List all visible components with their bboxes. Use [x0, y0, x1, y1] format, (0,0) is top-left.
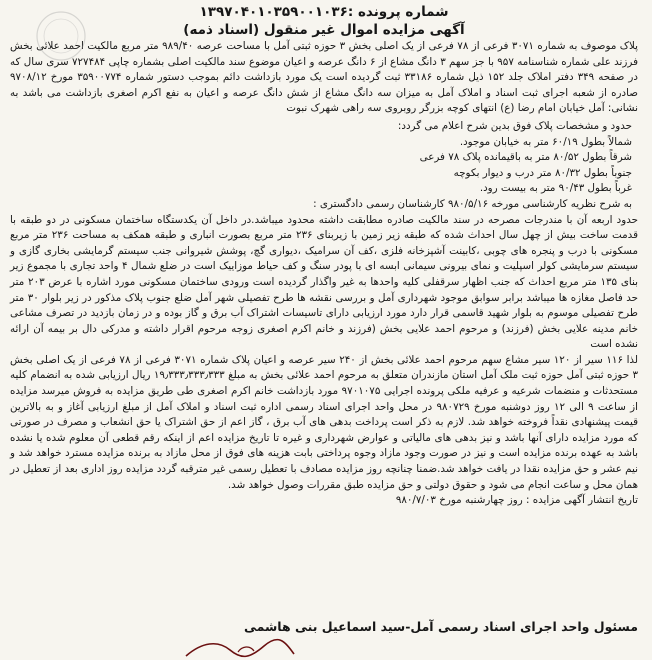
signature-line: مسئول واحد اجرای اسناد رسمی آمل-سید اسماعیل بنی هاشمی [243, 619, 638, 634]
notice-header [10, 4, 638, 39]
boundaries-section [10, 119, 638, 213]
valuation-paragraph: لذا ۱۱۶ سیر از ۱۲۰ سیر مشاع سهم مرحوم احمد علائی بخش از ۲۴۰ سیر عرصه و اعیان پلاک شماره ۳۰۷۱ فرعی از ۷۸ فرعی از یک اصلی بخش ۳ حوزه ثبتی آمل حوزه ثبت ملک آمل استان مازندران متعلق به مرحوم احمد علائی بخش به مبلغ ۱۹٫۳۳۳٫۳۳۳٫۳۳۳ ریال ارزیابی شده به انضمام کلیه مستحدثات و منضمات شرعیه و عرفیه ملکی پرونده اجرایی ۹۷۰۱۰۷۵ مورد بازداشت خانم اکرم اصغری طی طریق مزایده به فروش میرسد مزایده از ساعت ۹ الی ۱۲ روز دوشنبه مورخ ۹۸۰۷۲۹ در محل واحد اجرای اسناد رسمی اداره ثبت اسناد و املاک آمل از مبلغ ارزیابی آغاز و به بالاترین قیمت پیشنهادی نقداً فروخته خواهد شد. لازم به ذکر است پرداخت بدهی های آب برق ، گاز اعم از حق اشتراک یا حق انشعاب و مصرف در صورتی که مورد مزایده دارای آنها باشد و نیز بدهی های مالیاتی و عوارض شهرداری و غیره تا تاریخ مزایده اعم از اینکه رقم قطعی آن معلوم شده یا نشده باشد به عهده برنده مزایده است و نیز در صورت وجود مازاد وجوه پرداختی بابت هزینه های فوق از محل مازاد به برنده مزایده مسترد خواهد شد و نیم عشر و حق مزایده نقدا در یافت خواهد شد.ضمنا چنانچه روز مزایده مصادف با تعطیل رسمی غیر مترقبه گردد مزایده روز اداری بعد از تعطیل در همان محل و ساعت انجام می شود و حقوق دولتی و حق مزایده طبق مقررات وصول خواهد شد. [10, 353, 638, 491]
boundary-north: شمالاً بطول ۶۰/۱۹ متر به خیابان موجود. [459, 135, 632, 148]
publish-date: تاریخ انتشار آگهی مزایده : روز چهارشنبه مورخ ۹۸۰/۷/۰۳ [395, 494, 638, 507]
handwritten-signature-icon [180, 636, 300, 660]
intro-paragraph: پلاک موصوف به شماره ۳۰۷۱ فرعی از ۷۸ فرعی از یک اصلی بخش ۳ حوزه ثبتی آمل با مساحت عرصه ۹۸۹/۴۰ متر مربع مالکیت احمد علائی بخش فرزند علی شماره شناسنامه ۹۵۷ با جز سهم ۳ دانگ مشاع از ۶ دانگ عرصه و اعیان موضوع سند مالکیت اصلی بشماره چاپی ۷۲۷۴۸۴ سری سال که در صفحه ۳۴۹ دفتر املاک جلد ۱۵۲ ذیل شماره ۳۳۱۸۶ ثبت گردیده است یک مورد بازداشت دائم بموجب دستور شماره ۳۵۹۰۰۷۷۴ مورخ ۹۷۰۸/۱۲ صادره از شعبه اجرای ثبت اسناد و املاک آمل به میزان سه دانگ مشاع از شش دانگ عرصه و اعیان به نفع اکرم اصغری بازداشت می باشد به نشانی: آمل خیابان امام رضا (ع) انتهای کوچه بزرگر روبروی سه راهی شهرک نبوت [10, 40, 638, 115]
notice-title: آگهی مزایده اموال غیر منقول (اسناد ذمه) [183, 22, 465, 38]
boundaries-title: حدود و مشخصات پلاک فوق بدین شرح اعلام می گردد: [397, 119, 632, 132]
faded-stamp-icon [26, 6, 96, 66]
case-number: شماره پرونده :۱۳۹۷۰۴۰۱۰۳۵۹۰۰۱۰۳۶ [199, 4, 449, 20]
description-paragraph: حدود اربعه آن با مندرجات مصرحه در سند مالکیت صادره مطابقت داشته محدود میباشد.در داخل آن یکدستگاه ساختمان مسکونی در دو طبقه با قدمت ساخت بیش از چهل سال احداث شده که طبقه زیر زمین با زیربنای ۲۳۶ متر مربع بصورت انباری و طبقه همکف به مساحت ۲۳۶ متر مربع مسکونی با درب و پنجره های چوبی ،کابینت آشپزخانه فلزی ،کف آن سرامیک ،دیواری گچ، پوشش شیروانی جنب سیستم گرمایشی بخاری گازی و سیستم سرمایشی کولر اسپلیت و نمای بیرونی سیمانی ابسه ای با پودر سنگ و کف حیاط موزاییک است در ضلع شمال ۴ واحد تجاری با مجموع زیر بنای ۱۳۵ متر مربع احداث که جنب اظهار سرقفلی کلیه واحدها به غیر واگذار گردیده است ورودی ساختمان مسکونی مورد اشاره با عرض ۲۰۳ متر حد فاصل مغازه ها میباشد برابر سوابق موجود شهرداری آمل و بررسی نقشه ها طرح تفصیلی شهر آمل ضلع جنوب پلاک مذکور در زیر بلوار ۳۰ متر طرح تفصیلی موسوم به بلوار شهید قاسمی قرار دارد مورد ارزیابی دارای تاسیسات اشتراک آب برق و گاز بوده و در زمان بازدید در تصرف مشاعی خانم مدینه علایی بخش (فرزند) و مرحوم احمد علایی بخش (فرزند و خانم اکرم اصغری زوجه مرحوم اقرار داشته و مدرکی دال بر بیمه آن ارائه نشده است [10, 213, 638, 351]
boundary-east: شرقاً بطول ۸۰/۵۲ متر به باقیمانده پلاک ۷۸ فرعی [419, 151, 632, 164]
expert-opinion-line: به شرح نظریه کارشناسی مورخه ۹۸۰/۵/۱۶ کارشناسان رسمی دادگستری : [313, 197, 632, 210]
boundary-south: جنوباً بطول ۸۰/۳۲ متر درب و دیوار بکوچه [453, 166, 632, 179]
boundary-west: غرباً بطول ۹۰/۴۳ متر به بیست رود. [479, 182, 632, 195]
